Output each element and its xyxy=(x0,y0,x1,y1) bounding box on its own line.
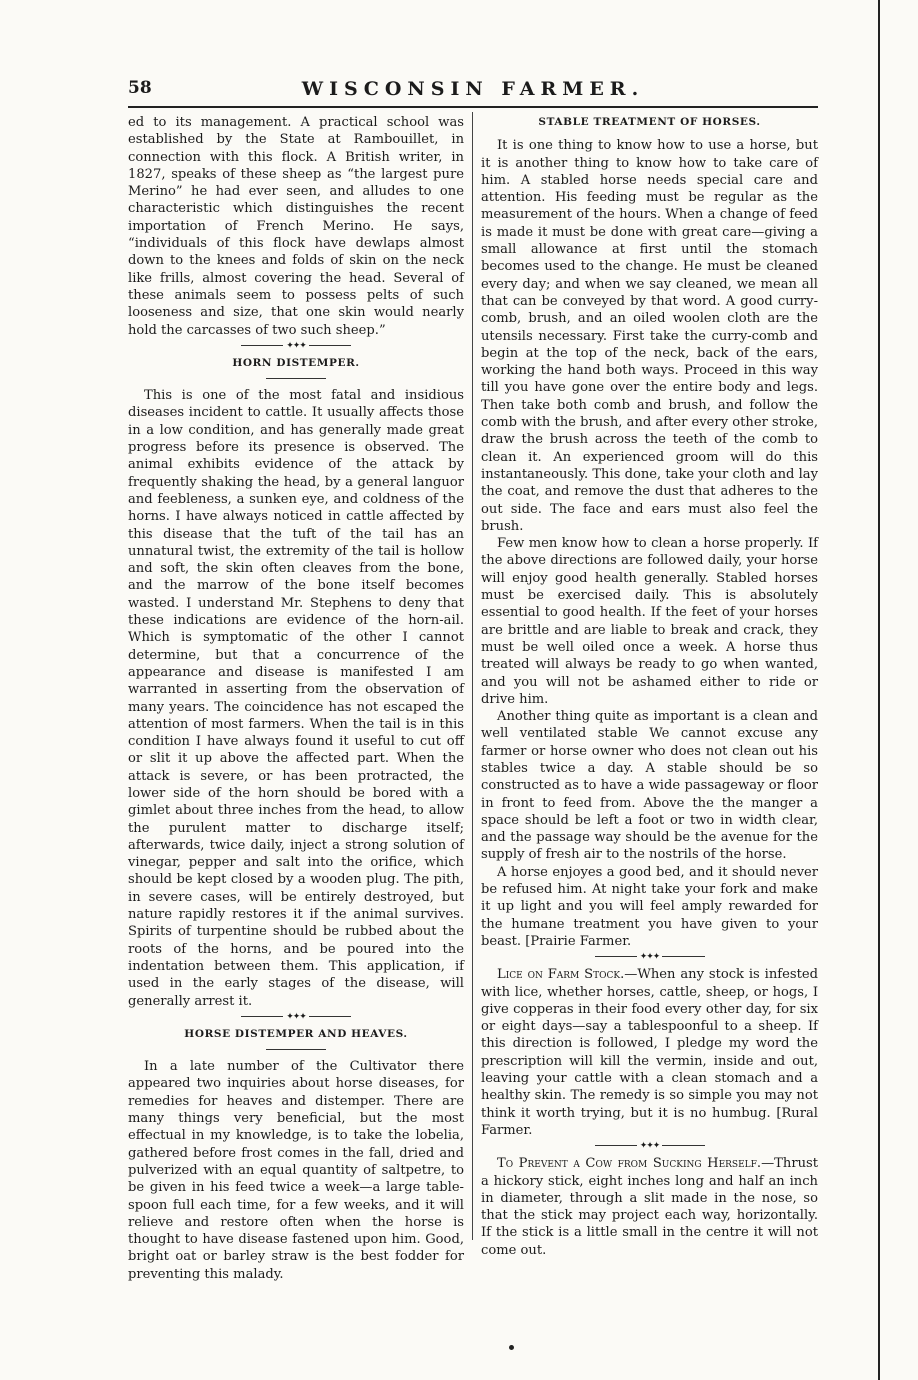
lice-title: Lice on Farm Stock. xyxy=(497,967,625,983)
running-title: WISCONSIN FARMER. xyxy=(301,78,645,100)
right-column xyxy=(481,114,818,1259)
heading-horse-distemper: HORSE DISTEMPER AND HEAVES. xyxy=(184,1027,408,1040)
article-stable-p3: Another thing quite as important is a clean and well ventilated stable We cannot excuse any farmer or horse owner who does not clean out his stables twice a day. A stable should be so constructed as to have a wide passageway or floor in front to feed from. Above the the manger a space should be left a foot or two in width clear, and the passage way should be the avenue for the supply of fresh air to the nostrils of the horse. xyxy=(481,709,818,863)
section-separator: ✦✦✦ xyxy=(481,952,818,962)
article-stable-p1: It is one thing to know how to use a horse, but it is another thing to know how to take care of him. A stabled horse needs special care and attention. His feeding must be regular as the measurement of the hours. When a change of feed is made it must be done with great care—giving a small allowance at first until the stomach becomes used to the change. He must be cleaned every day; and when we say cleaned, we mean all that can be conveyed by that word. A good curry-comb, brush, and an oiled woolen cloth are the utensils necessary. First take the curry-comb and begin at the top of the neck, back of the ears, working the hand both ways. Proceed in this way till you have gone over the entire body and legs. Then take both comb and brush, and follow the comb with the brush, and after every other stroke, draw the brush across the teeth of the comb to clean it. An experienced groom will do this instantaneously. This done, take your cloth and lay the coat, and remove the dust that adheres to the out side. The face and ears must also feel the brush. xyxy=(481,138,818,534)
column-divider xyxy=(472,112,473,1240)
article-cow xyxy=(481,1155,818,1259)
section-separator: ✦✦✦ xyxy=(128,341,464,351)
section-separator: ✦✦✦ xyxy=(481,1141,818,1151)
cow-body: —Thrust a hickory stick, eight inches long and half an inch in diameter, through a slit made in the nose, so that the stick may project each way, horizontally. If the stick is a little small in the centre it will not come out. xyxy=(481,1156,818,1258)
heading-horn-distemper: HORN DISTEMPER. xyxy=(232,356,360,369)
page-number: 58 xyxy=(128,78,152,98)
left-column xyxy=(128,114,464,1283)
heading-rule xyxy=(266,378,326,379)
section-separator: ✦✦✦ xyxy=(128,1012,464,1022)
article-stable-p4: A horse enjoyes a good bed, and it should never be refused him. At night take your fork and make it up light and you will feel amply rewarded for the humane treatment you have given to your beast. [Prairie Farmer. xyxy=(481,864,818,949)
heading-rule xyxy=(266,1049,326,1050)
article-horse-distemper: In a late number of the Cultivator there appeared two inquiries about horse diseases, for remedies for heaves and distemper. There are many things very beneficial, but the most effectual in my knowledge, is to take the lobelia, gathered before frost comes in the fall, dried and pulverized with an equal quantity of saltpetre, to be given in his feed twice a week—a large table-spoon full each time, for a few weeks, and it will relieve and restore often when the horse is thought to have disease fastened upon him. Good, bright oat or barley straw is the best fodder for preventing this malady. xyxy=(128,1059,464,1282)
article-stable-p2: Few men know how to clean a horse properly. If the above directions are followed daily, your horse will enjoy good health generally. Stabled horses must be exercised daily. This is absolutely essential to good health. If the feet of your horses are brittle and are liable to break and crack, they must be well oiled once a week. A horse thus treated will always be ready to go when wanted, and you will not be ashamed either to ride or drive him. xyxy=(481,536,818,707)
article-merino-continued: ed to its management. A practical school was established by the State at Rambouillet, in connection with this flock. A British writer, in 1827, speaks of these sheep as “the largest pure Merino” he had ever seen, and alludes to one characteristic which distinguishes the recent importation of French Merino. He says, “individuals of this flock have dewlaps almost down to the knees and folds of skin on the neck like frills, almost covering the head. Several of these animals seem to possess pelts of such looseness and size, that one skin would nearly hold the carcasses of two such sheep.” xyxy=(128,115,464,338)
article-horn-distemper: This is one of the most fatal and insidious diseases incident to cattle. It usually affects those in a low condition, and has generally made great progress before its presence is observed. The animal exhibits evidence of the attack by frequently shaking the head, by a general languor and feebleness, a sunken eye, and coldness of the horns. I have always noticed in cattle affected by this disease that the tuft of the tail has an unnatural twist, the extremity of the tail is hollow and soft, the skin often cleaves from the bone, and the marrow of the bone itself becomes wasted. I understand Mr. Stephens to deny that these indications are evidence of the horn-ail. Which is symptomatic of the other I cannot determine, but that a concurrence of the appearance and disease is manifested I am warranted in asserting from the observation of many years. The coincidence has not escaped the attention of most farmers. When the tail is in this condition I have always found it useful to cut off or slit it up above the affected part. When the attack is severe, or has been protracted, the lower side of the horn should be bored with a gimlet about three inches from the head, to allow the purulent matter to discharge itself; afterwards, twice daily, inject a strong solution of vinegar, pepper and salt into the orifice, which should be kept closed by a wooden plug. The pith, in severe cases, will be entirely destroyed, but nature rapidly restores it if the animal survives. Spirits of turpentine should be rubbed about the roots of the horns, and be poured into the indentation between them. This application, if used in the early stages of the disease, will generally arrest it. xyxy=(128,388,464,1009)
cow-title: To Prevent a Cow from Sucking Herself. xyxy=(497,1156,762,1172)
lice-body: —When any stock is infested with lice, whether horses, cattle, sheep, or hogs, I give copperas in their food every other day, for six or eight days—say a tablespoonful to a sheep. If this direction is followed, I pledge my word the prescription will kill the vermin, inside and out, leaving your cattle with a clean stomach and a healthy skin. The remedy is so simple you may not think it worth trying, but it is no humbug. [Rural Farmer. xyxy=(481,967,818,1138)
page-edge xyxy=(878,0,904,1380)
heading-stable-treatment: STABLE TREATMENT OF HORSES. xyxy=(538,116,761,128)
print-mark xyxy=(509,1345,514,1350)
article-lice xyxy=(481,966,818,1139)
page-header xyxy=(128,78,818,108)
